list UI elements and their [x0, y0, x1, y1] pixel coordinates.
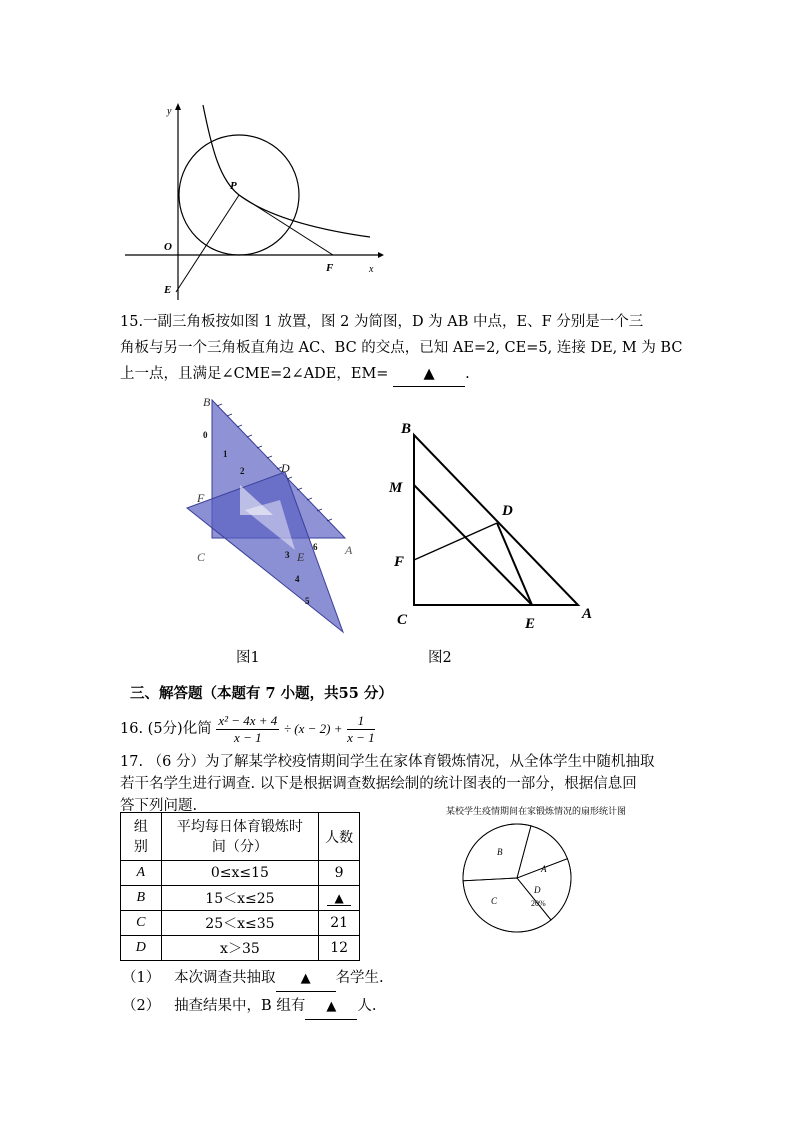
q16: [120, 710, 375, 748]
q15-line3: [120, 362, 470, 387]
q15-line2: 角板与另一个三角板直角边 AC、BC 的交点，已知 AE=2, CE=5, 连接 DE, M 为 BC: [120, 340, 683, 356]
fig1-caption: 图1: [236, 650, 260, 666]
table-cell-count: 9: [319, 861, 360, 886]
table-cell-range: 15＜x≤25: [161, 886, 319, 911]
label-y: y: [167, 106, 172, 117]
pie-chart: [455, 822, 579, 934]
label-p: P: [230, 180, 237, 192]
x-axis-arrow: [378, 252, 384, 258]
fig2-label-c: C: [397, 612, 408, 628]
q17-sub2: [122, 994, 376, 1020]
ruler-num-3: 3: [285, 550, 290, 560]
q17-data-table: [120, 812, 360, 961]
table-row: [121, 911, 360, 936]
q17-line1: 17. （6 分）为了解某学校疫情期间学生在家体育锻炼情况，从全体学生中随机抽取: [120, 754, 655, 770]
segment-me: [414, 485, 532, 605]
q17-sub2-end: 人.: [357, 998, 377, 1014]
label-o: O: [164, 241, 172, 253]
q15-answer-blank: ▲: [393, 362, 465, 387]
q17-sub1: [122, 966, 384, 992]
fig2-caption: 图2: [428, 650, 452, 666]
q15-line1: 15.一副三角板按如图 1 放置，图 2 为简图，D 为 AB 中点，E、F 分别是一个三: [120, 314, 644, 330]
table-cell-group: A: [121, 861, 162, 886]
q16-fraction-2: [347, 713, 375, 746]
figure-1-set-squares: [185, 390, 365, 640]
ruler-num-1: 1: [223, 449, 228, 459]
q16-fraction-2-den: x − 1: [347, 729, 375, 745]
table-cell-group: D: [121, 936, 162, 961]
table-cell-count-blank: [319, 886, 360, 911]
q17-line3: 答下列问题.: [120, 798, 198, 814]
fig1-label-c: C: [197, 550, 206, 564]
fig1-label-f: F: [197, 491, 205, 505]
q16-fraction-1-num: x² − 4x + 4: [218, 712, 278, 728]
ruler-num-6: 6: [313, 542, 318, 552]
pie-title: 某校学生疫情期间在家锻炼情况的扇形统计图: [445, 807, 626, 817]
q15-line3-end: .: [465, 366, 470, 382]
pie-slices: [463, 824, 571, 932]
q16-fraction-2-num: 1: [347, 713, 375, 730]
table-header-group: 组 别: [121, 813, 162, 861]
table-cell-group: B: [121, 886, 162, 911]
fig1-label-d: D: [281, 461, 290, 475]
table-header-time: 平均每日体育锻炼时 间（分）: [161, 813, 319, 861]
fig1-label-b: B: [203, 395, 211, 409]
figure-14-coordinate: [120, 100, 390, 310]
ruler-num-5: 5: [305, 596, 310, 606]
q17-sub1-end: 名学生.: [335, 970, 384, 986]
set-square-2: [187, 472, 343, 632]
table-cell-range: 0≤x≤15: [161, 861, 319, 886]
section-3-title: 三、解答题（本题有 7 小题，共55 分）: [130, 685, 393, 702]
q17-sub1-label: （1）: [122, 970, 161, 986]
pie-label-d-pct: 20%: [531, 899, 546, 908]
q17-sub1-blank: ▲: [276, 967, 336, 992]
q17-sub1-text: 本次调查共抽取: [174, 970, 276, 986]
q17-line2: 若干名学生进行调查. 以下是根据调查数据绘制的统计图表的一部分，根据信息回: [120, 776, 637, 792]
triangle-abc: [414, 435, 578, 605]
fig1-label-a: A: [345, 543, 353, 557]
table-cell-range: x＞35: [161, 936, 319, 961]
hyperbola-curve: [203, 105, 370, 237]
q17-sub2-blank: ▲: [305, 995, 357, 1020]
segment-pe: [176, 195, 239, 292]
table-cell-group: C: [121, 911, 162, 936]
q16-middle: ÷ (x − 2) +: [283, 721, 343, 736]
q16-fraction-1-den: x − 1: [234, 729, 262, 745]
fig2-label-f: F: [394, 554, 405, 570]
ruler-num-4: 4: [295, 574, 300, 584]
figure-2-diagram: [385, 415, 605, 635]
table-cell-range: 25＜x≤35: [161, 911, 319, 936]
fig2-label-b: B: [401, 421, 412, 437]
q16-prefix: 16. (5分)化简: [120, 721, 212, 737]
q16-fraction-1: [216, 713, 279, 746]
label-x: x: [369, 264, 374, 275]
fig2-label-m: M: [389, 480, 403, 496]
y-axis-arrow: [175, 103, 181, 110]
fig2-label-a: A: [582, 606, 593, 622]
table-row: [121, 886, 360, 911]
segment-pf: [239, 195, 333, 255]
pie-label-c: C: [491, 896, 498, 906]
q17-sub2-text: 抽查结果中，B 组有: [174, 998, 306, 1014]
pie-label-d: D: [534, 885, 541, 895]
q17-sub2-label: （2）: [122, 998, 161, 1014]
segment-de: [497, 523, 532, 605]
label-e: E: [164, 284, 172, 296]
table-header-row: [121, 813, 360, 861]
ruler-num-2: 2: [240, 466, 245, 476]
fig1-label-e: E: [297, 550, 305, 564]
pie-label-a: A: [541, 864, 547, 874]
pie-label-b: B: [497, 847, 503, 857]
q15-line3-text: 上一点，且满足∠CME=2∠ADE，EM=: [120, 366, 389, 382]
fig2-label-e: E: [525, 616, 536, 632]
table-cell-count: 21: [319, 911, 360, 936]
ruler-num-0: 0: [203, 430, 208, 440]
table-header-count: 人数: [319, 813, 360, 861]
table-row: [121, 861, 360, 886]
table-row: [121, 936, 360, 961]
label-f: F: [326, 262, 334, 274]
table-cell-count: 12: [319, 936, 360, 961]
fig2-label-d: D: [502, 503, 513, 519]
table-blank: ▲: [327, 891, 351, 906]
